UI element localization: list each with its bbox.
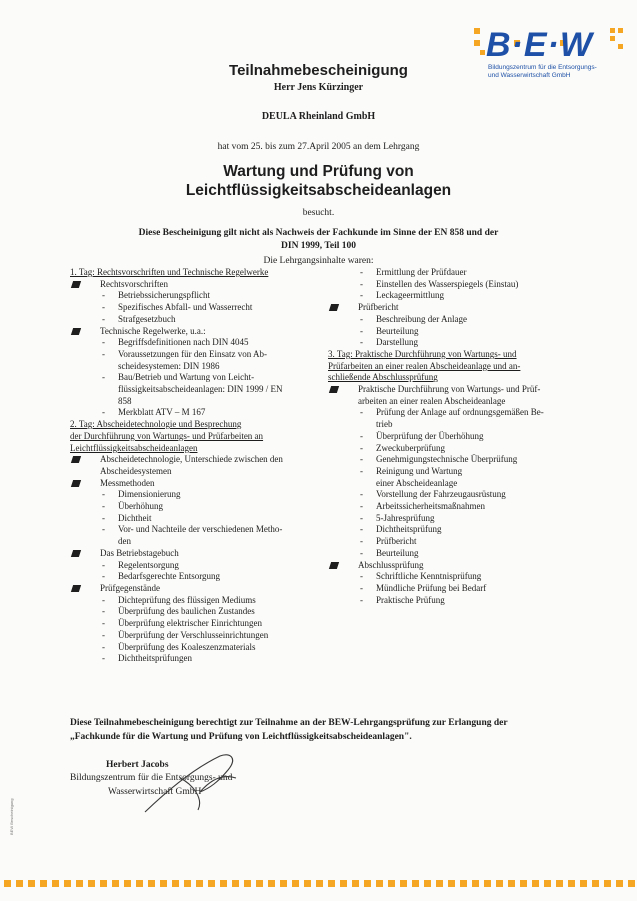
dash-bullet-icon: -	[102, 302, 105, 313]
subtopic-item	[328, 326, 578, 338]
subtopic-item-text: Praktische Prüfung	[376, 594, 445, 605]
border-dot	[160, 880, 167, 887]
dash-bullet-icon: -	[360, 325, 363, 336]
border-dot	[208, 880, 215, 887]
subtopic-item-text: 5-Jahresprüfung	[376, 512, 435, 523]
subtopic-item	[70, 524, 322, 536]
border-dot	[496, 880, 503, 887]
border-dot	[52, 880, 59, 887]
subtopic-item-text: Beschreibung der Anlage	[376, 313, 467, 324]
left-column	[70, 267, 322, 665]
subtopic-item-text: Zweckuberprüfung	[376, 442, 445, 453]
square-bullet-icon	[329, 304, 339, 311]
border-dot	[328, 880, 335, 887]
subtopic-item	[70, 630, 322, 642]
dash-bullet-icon: -	[360, 594, 363, 605]
topic-item	[328, 560, 578, 572]
course-title-line-2: Leichtflüssigkeitsabscheideanlagen	[185, 182, 452, 199]
subtopic-item	[70, 606, 322, 618]
border-dot	[400, 880, 407, 887]
subtopic-item-text: Dichtheitsprüfung	[376, 524, 442, 535]
border-dot	[556, 880, 563, 887]
subtopic-item-text: Strafgesetzbuch	[118, 313, 176, 324]
subtopic-item	[70, 642, 322, 654]
subtopic-item	[328, 337, 578, 349]
course-dates: hat vom 25. bis zum 27.April 2005 an dem Lehrgang	[217, 142, 420, 152]
border-dot	[616, 880, 623, 887]
subtopic-item	[328, 583, 578, 595]
subtopic-item-text: Vor- und Nachteile der verschiedenen Metho-	[118, 524, 283, 535]
dash-bullet-icon: -	[102, 501, 105, 512]
dash-bullet-icon: -	[102, 618, 105, 629]
subtopic-item-text: Vorstellung der Fahrzeugausrüstung	[376, 489, 506, 500]
dash-bullet-icon: -	[360, 501, 363, 512]
decorative-dot-border	[0, 878, 637, 890]
subtopic-item	[328, 431, 578, 443]
border-dot	[124, 880, 131, 887]
subtopic-item-text: Überprüfung der Überhöhung	[376, 430, 484, 441]
subtopic-item	[70, 314, 322, 326]
subtopic-item-text: Dichtheitsprüfungen	[118, 653, 192, 664]
dash-bullet-icon: -	[360, 547, 363, 558]
subtopic-item	[328, 419, 578, 431]
subtopic-item-text: Genehmigungstechnische Überprüfung	[376, 454, 518, 465]
border-dot	[316, 880, 323, 887]
square-bullet-icon	[71, 480, 81, 487]
subtopic-item	[70, 560, 322, 572]
subtopic-item	[70, 513, 322, 525]
border-dot	[292, 880, 299, 887]
border-dot	[136, 880, 143, 887]
border-dot	[340, 880, 347, 887]
subtopic-item	[70, 489, 322, 501]
topic-item-text: Abscheidetechnologie, Unterschiede zwischen den	[100, 454, 283, 465]
subtopic-item	[328, 489, 578, 501]
dash-bullet-icon: -	[102, 337, 105, 348]
dash-bullet-icon: -	[102, 559, 105, 570]
subtopic-item-text: Voraussetzungen für den Einsatz von Ab-	[118, 348, 268, 359]
subtopic-item-text: trieb	[376, 419, 393, 430]
dash-bullet-icon: -	[102, 348, 105, 359]
dash-bullet-icon: -	[102, 594, 105, 605]
topic-item	[328, 384, 578, 396]
border-dot	[28, 880, 35, 887]
subtopic-item-text: Leckageermittlung	[376, 290, 444, 301]
border-dot	[100, 880, 107, 887]
dash-bullet-icon: -	[102, 512, 105, 523]
dash-bullet-icon: -	[360, 465, 363, 476]
section-heading	[328, 372, 578, 384]
subtopic-item-text: Überprüfung des baulichen Zustandes	[118, 606, 255, 617]
subtopic-item	[70, 653, 322, 665]
subtopic-item	[70, 372, 322, 384]
dash-bullet-icon: -	[360, 278, 363, 289]
border-dot	[4, 880, 11, 887]
dash-bullet-icon: -	[360, 442, 363, 453]
subtopic-item-text: Arbeitssicherheitsmaßnahmen	[376, 501, 485, 512]
subtopic-item-text: Spezifisches Abfall- und Wasserrecht	[118, 302, 253, 313]
border-dot	[460, 880, 467, 887]
border-dot	[472, 880, 479, 887]
subtopic-item	[328, 571, 578, 583]
subtopic-item	[328, 536, 578, 548]
subtopic-item	[328, 454, 578, 466]
subtopic-item	[328, 279, 578, 291]
signer-organization-line-2: Wasserwirtschaft GmbH	[108, 787, 202, 797]
square-bullet-icon	[71, 328, 81, 335]
border-dot	[424, 880, 431, 887]
border-dot	[532, 880, 539, 887]
border-dot	[148, 880, 155, 887]
subtopic-item-text: Reinigung und Wartung	[376, 465, 463, 476]
section-heading	[328, 361, 578, 373]
dash-bullet-icon: -	[102, 313, 105, 324]
topic-item-text: Technische Regelwerke, u.a.:	[100, 325, 206, 336]
dash-bullet-icon: -	[360, 489, 363, 500]
dash-bullet-icon: -	[360, 454, 363, 465]
section-heading	[70, 443, 322, 455]
section-heading-text: schließende Abschlussprüfung	[328, 372, 438, 383]
subtopic-item-text: Prüfbericht	[376, 536, 417, 547]
section-heading-text: Leichtflüssigkeitsabscheideanlagen	[70, 442, 198, 453]
border-dot	[592, 880, 599, 887]
subtopic-item-text: scheidesystemen: DIN 1986	[118, 360, 220, 371]
section-heading-text: 2. Tag: Abscheidetechnologie und Besprechung	[70, 419, 242, 430]
topic-item-text: arbeiten an einer realen Abscheideanlage	[358, 395, 506, 406]
subtopic-item-text: Schriftliche Kenntnisprüfung	[376, 571, 482, 582]
dash-bullet-icon: -	[102, 290, 105, 301]
notice-line-1: Diese Bescheinigung gilt nicht als Nachweis der Fachkunde im Sinne der EN 858 und der	[138, 228, 499, 238]
topic-item-text: Abscheidesystemen	[100, 465, 172, 476]
subtopic-item-text: den	[118, 536, 131, 547]
side-note: BEW Bescheinigung	[9, 798, 14, 835]
subtopic-item	[328, 443, 578, 455]
border-dot	[88, 880, 95, 887]
border-dot	[244, 880, 251, 887]
square-bullet-icon	[71, 281, 81, 288]
subtopic-item-text: Dichtheit	[118, 512, 152, 523]
company-name: DEULA Rheinland GmbH	[261, 111, 376, 122]
subtopic-item-text: Beurteilung	[376, 325, 419, 336]
logo-subtitle-line-2: und Wasserwirtschaft GmbH	[488, 71, 571, 79]
section-heading-text: 1. Tag: Rechtsvorschriften und Technische Regelwerke	[70, 267, 269, 277]
topic-item	[70, 454, 322, 466]
subtopic-item	[70, 595, 322, 607]
border-dot	[580, 880, 587, 887]
subtopic-item	[70, 302, 322, 314]
subtopic-item-text: einer Abscheideanlage	[376, 477, 458, 488]
subtopic-item	[70, 396, 322, 408]
topic-item-text: Rechtsvorschriften	[100, 278, 168, 289]
dash-bullet-icon: -	[360, 524, 363, 535]
square-bullet-icon	[329, 386, 339, 393]
border-dot	[544, 880, 551, 887]
notice-line-2: DIN 1999, Teil 100	[281, 241, 356, 251]
subtopic-item	[328, 595, 578, 607]
subtopic-item-text: Einstellen des Wasserspiegels (Einstau)	[376, 278, 519, 289]
topic-item	[70, 326, 322, 338]
border-dot	[376, 880, 383, 887]
dash-bullet-icon: -	[360, 290, 363, 301]
dash-bullet-icon: -	[102, 372, 105, 383]
subtopic-item	[328, 466, 578, 478]
subtopic-item-text: Begriffsdefinitionen nach DIN 4045	[118, 337, 249, 348]
topic-item-text: Prüfbericht	[358, 302, 399, 313]
subtopic-item-text: Überhöhung	[118, 501, 163, 512]
subtopic-item-text: 858	[118, 395, 132, 406]
subtopic-item	[70, 536, 322, 548]
visited-text: besucht.	[302, 208, 335, 218]
border-dot	[196, 880, 203, 887]
subtopic-item-text: Bedarfsgerechte Entsorgung	[118, 571, 221, 582]
subtopic-item	[328, 524, 578, 536]
subtopic-item	[328, 548, 578, 560]
topic-item	[70, 279, 322, 291]
subtopic-item	[328, 407, 578, 419]
topic-item	[328, 302, 578, 314]
subtopic-item	[70, 337, 322, 349]
subtopic-item	[328, 478, 578, 490]
footer-statement-line-1: Diese Teilnahmebescheinigung berechtigt zur Teilnahme an der BEW-Lehrgangsprüfung zur Erlangung der	[70, 718, 508, 728]
subtopic-item	[70, 501, 322, 513]
course-title-line-1: Wartung und Prüfung von	[223, 163, 414, 180]
square-bullet-icon	[71, 550, 81, 557]
subtopic-item	[328, 501, 578, 513]
subtopic-item-text: Ermittlung der Prüfdauer	[376, 267, 467, 277]
subtopic-item	[328, 290, 578, 302]
border-dot	[448, 880, 455, 887]
subtopic-item-text: Regelentsorgung	[118, 559, 179, 570]
subtopic-item	[328, 314, 578, 326]
border-dot	[352, 880, 359, 887]
dash-bullet-icon: -	[360, 337, 363, 348]
square-bullet-icon	[71, 456, 81, 463]
border-dot	[304, 880, 311, 887]
border-dot	[388, 880, 395, 887]
dash-bullet-icon: -	[102, 524, 105, 535]
subtopic-item-text: Betriebssicherungspflicht	[118, 290, 210, 301]
subtopic-item	[328, 267, 578, 279]
section-heading	[328, 349, 578, 361]
section-heading	[70, 419, 322, 431]
dash-bullet-icon: -	[102, 489, 105, 500]
footer-statement-line-2: „Fachkunde für die Wartung und Prüfung von Leichtflüssigkeitsabscheideanlagen".	[70, 732, 412, 742]
dash-bullet-icon: -	[360, 582, 363, 593]
border-dot	[280, 880, 287, 887]
handwritten-signature	[140, 748, 250, 818]
border-dot	[508, 880, 515, 887]
border-dot	[16, 880, 23, 887]
border-dot	[436, 880, 443, 887]
border-dot	[64, 880, 71, 887]
dash-bullet-icon: -	[360, 407, 363, 418]
subtopic-item-text: Überprüfung des Koaleszenzmaterials	[118, 641, 256, 652]
dash-bullet-icon: -	[102, 653, 105, 664]
subtopic-item-text: flüssigkeitsabscheideanlagen: DIN 1999 / EN	[118, 384, 283, 395]
subtopic-item-text: Dichteprüfung des flüssigen Mediums	[118, 594, 256, 605]
subtopic-item	[70, 361, 322, 373]
dash-bullet-icon: -	[102, 571, 105, 582]
topic-item-text: Messmethoden	[100, 477, 155, 488]
topic-item-text: Prüfgegenstände	[100, 582, 160, 593]
topic-item	[70, 583, 322, 595]
dash-bullet-icon: -	[360, 571, 363, 582]
subtopic-item-text: Darstellung	[376, 337, 418, 348]
subtopic-item-text: Prüfung der Anlage auf ordnungsgemäßen Be-	[376, 407, 544, 418]
topic-item	[70, 466, 322, 478]
border-dot	[76, 880, 83, 887]
topic-item	[328, 396, 578, 408]
subtopic-item	[70, 290, 322, 302]
dash-bullet-icon: -	[102, 629, 105, 640]
section-heading-text: 3. Tag: Praktische Durchführung von Wartungs- und	[328, 348, 517, 359]
topic-item-text: Abschlussprüfung	[358, 559, 424, 570]
square-bullet-icon	[329, 562, 339, 569]
dash-bullet-icon: -	[360, 536, 363, 547]
subtopic-item-text: Mündliche Prüfung bei Bedarf	[376, 582, 487, 593]
border-dot	[268, 880, 275, 887]
border-dot	[412, 880, 419, 887]
subtopic-item-text: Überprüfung elektrischer Einrichtungen	[118, 618, 262, 629]
subtopic-item-text: Überprüfung der Verschlusseinrichtungen	[118, 629, 269, 640]
border-dot	[172, 880, 179, 887]
subtopic-item	[70, 618, 322, 630]
border-dot	[628, 880, 635, 887]
topic-item-text: Praktische Durchführung von Wartungs- und Prüf-	[358, 384, 541, 395]
dash-bullet-icon: -	[102, 606, 105, 617]
topic-item	[70, 478, 322, 490]
subtopic-item	[70, 407, 322, 419]
dash-bullet-icon: -	[360, 313, 363, 324]
topic-item-text: Das Betriebstagebuch	[100, 547, 179, 558]
border-dot	[520, 880, 527, 887]
logo-subtitle-line-1: Bildungszentrum für die Entsorgungs-	[488, 64, 597, 71]
signer-name: Herbert Jacobs	[106, 760, 169, 770]
border-dot	[112, 880, 119, 887]
dash-bullet-icon: -	[360, 267, 363, 277]
border-dot	[604, 880, 611, 887]
dash-bullet-icon: -	[102, 407, 105, 418]
dash-bullet-icon: -	[360, 430, 363, 441]
topic-item	[70, 548, 322, 560]
subtopic-item	[70, 571, 322, 583]
right-column	[328, 267, 578, 606]
dash-bullet-icon: -	[102, 641, 105, 652]
border-dot	[568, 880, 575, 887]
subtopic-item-text: Beurteilung	[376, 547, 419, 558]
square-bullet-icon	[71, 585, 81, 592]
document-title: Teilnahmebescheinigung	[229, 62, 408, 79]
section-heading	[70, 431, 322, 443]
logo-wordmark: B·E·W	[486, 26, 593, 64]
subtopic-item-text: Dimensionierung	[118, 489, 181, 500]
signer-organization-line-1: Bildungszentrum für die Entsorgungs- und	[70, 773, 233, 783]
subtopic-item	[328, 513, 578, 525]
section-heading	[70, 267, 322, 279]
border-dot	[40, 880, 47, 887]
section-heading-text: der Durchführung von Wartungs- und Prüfarbeiten an	[70, 430, 264, 441]
subtopic-item-text: Bau/Betrieb und Wartung von Leicht-	[118, 372, 255, 383]
border-dot	[184, 880, 191, 887]
subtopic-item-text: Merkblatt ATV – M 167	[118, 407, 206, 418]
border-dot	[232, 880, 239, 887]
border-dot	[364, 880, 371, 887]
contents-heading: Die Lehrgangsinhalte waren:	[263, 256, 374, 266]
subtopic-item	[70, 349, 322, 361]
border-dot	[256, 880, 263, 887]
recipient-name: Herr Jens Kürzinger	[273, 82, 364, 93]
subtopic-item	[70, 384, 322, 396]
section-heading-text: Prüfarbeiten an einer realen Abscheideanlage und an-	[328, 360, 521, 371]
dash-bullet-icon: -	[360, 512, 363, 523]
border-dot	[484, 880, 491, 887]
border-dot	[220, 880, 227, 887]
